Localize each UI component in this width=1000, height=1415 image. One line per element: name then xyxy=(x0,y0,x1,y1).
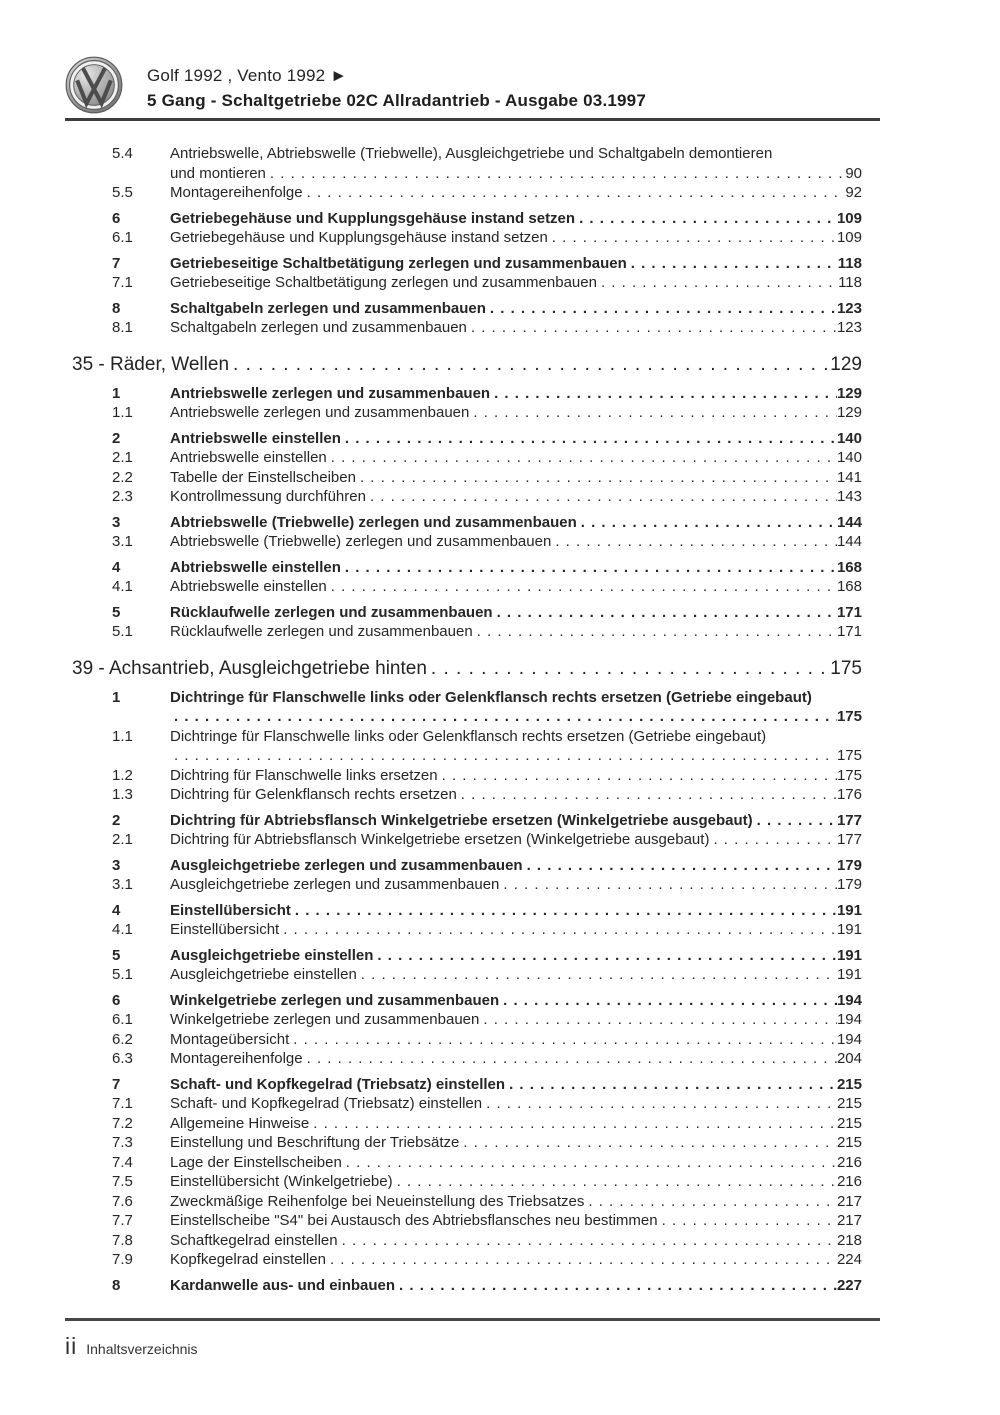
toc-entry-page: 109 xyxy=(836,209,862,227)
dot-leader xyxy=(303,1049,837,1069)
toc-entry-number: 4.1 xyxy=(112,578,133,595)
toc-entry xyxy=(72,946,862,966)
toc-entry xyxy=(72,688,862,708)
toc-entry-number: 6.1 xyxy=(112,229,133,246)
page-header xyxy=(65,56,880,121)
toc-entry-number: 1.1 xyxy=(112,727,133,745)
toc-entry-number: 5.4 xyxy=(112,145,133,162)
toc-entry-number: 7.8 xyxy=(112,1231,133,1249)
toc-entry xyxy=(72,429,862,449)
toc-entry-page: 227 xyxy=(836,1276,862,1294)
dot-leader xyxy=(457,785,837,805)
toc-entry xyxy=(72,487,862,507)
header-model-line: Golf 1992 , Vento 1992 ► xyxy=(147,66,348,85)
toc-entry xyxy=(72,1153,862,1173)
chapter-heading xyxy=(72,353,862,377)
toc-entry-title: Getriebeseitige Schaltbetätigung zerlegen und zusammenbauen xyxy=(170,254,627,272)
toc-entry-title: Rücklaufwelle zerlegen und zusammenbauen xyxy=(170,603,493,621)
toc-entry-page: 171 xyxy=(836,603,862,621)
toc-entry-number: 3.1 xyxy=(112,876,133,893)
toc-entry xyxy=(72,513,862,533)
chapter-heading-page: 129 xyxy=(830,353,862,375)
toc-entry-page: 194 xyxy=(836,1011,862,1028)
chapter-heading-label: 39 - Achsantrieb, Ausgleichgetriebe hinten xyxy=(72,657,427,679)
toc-entry-title: Ausgleichgetriebe einstellen xyxy=(170,966,357,983)
table-of-contents xyxy=(72,138,862,1295)
chapter-heading xyxy=(72,657,862,681)
dot-leader xyxy=(427,657,830,681)
toc-entry-title: Einstellübersicht (Winkelgetriebe) xyxy=(170,1173,393,1190)
toc-entry-title: Getriebeseitige Schaltbetätigung zerlegen und zusammenbauen xyxy=(170,274,597,291)
toc-entry-title: Schaft- und Kopfkegelrad (Triebsatz) einstellen xyxy=(170,1095,483,1112)
toc-entry-title: Kopfkegelrad einstellen xyxy=(170,1251,326,1268)
toc-entry-number: 6.2 xyxy=(112,1030,133,1048)
chapter-heading-label: 35 - Räder, Wellen xyxy=(72,353,230,375)
toc-entry-page: 191 xyxy=(836,946,862,964)
toc-entry-number: 7.6 xyxy=(112,1192,133,1210)
toc-entry-title: Dichtring für Gelenkflansch rechts ersetzen xyxy=(170,786,457,803)
dot-leader xyxy=(548,228,837,248)
toc-entry-page: 92 xyxy=(845,184,862,201)
toc-entry xyxy=(72,875,862,895)
toc-entry-title: Dichtringe für Flanschwelle links oder Gelenkflansch rechts ersetzen (Getriebe eingebaut) xyxy=(170,688,812,706)
toc-entry-page: 175 xyxy=(836,747,862,764)
toc-entry-title: Montageübersicht xyxy=(170,1030,290,1048)
toc-entry xyxy=(72,1010,862,1030)
toc-entry-page: 194 xyxy=(836,991,862,1009)
toc-entry xyxy=(72,1030,862,1050)
toc-entry xyxy=(72,183,862,203)
page-footer xyxy=(65,1318,880,1360)
dot-leader xyxy=(473,622,837,642)
dot-leader xyxy=(326,1250,837,1270)
toc-entry-page: 216 xyxy=(836,1173,862,1190)
toc-entry-page: 217 xyxy=(836,1212,862,1229)
toc-entry-title: Schaftkegelrad einstellen xyxy=(170,1231,338,1249)
dot-leader xyxy=(229,353,830,377)
toc-entry-title: Antriebswelle einstellen xyxy=(170,429,341,447)
footer-page-number: ii xyxy=(65,1333,78,1359)
toc-entry xyxy=(72,318,862,338)
toc-entry-number: 2 xyxy=(112,429,121,447)
dot-leader xyxy=(438,766,837,786)
toc-entry xyxy=(72,254,862,274)
toc-entry xyxy=(72,856,862,876)
toc-entry xyxy=(72,384,862,404)
toc-entry xyxy=(72,811,862,831)
toc-entry-page: 191 xyxy=(836,966,862,983)
dot-leader xyxy=(266,164,845,184)
toc-entry-page: 140 xyxy=(836,429,862,447)
toc-entry-page: 144 xyxy=(836,513,862,531)
dot-leader xyxy=(577,513,837,533)
toc-entry-number: 7 xyxy=(112,254,121,272)
toc-entry-number: 7.2 xyxy=(112,1114,133,1132)
toc-entry-page: 175 xyxy=(836,766,862,784)
dot-leader xyxy=(499,875,837,895)
toc-entry-title: Ausgleichgetriebe zerlegen und zusammenbauen xyxy=(170,876,500,893)
toc-entry-number: 3 xyxy=(112,856,121,874)
vw-logo-icon xyxy=(65,56,123,114)
dot-leader xyxy=(303,183,846,203)
toc-entry xyxy=(72,785,862,805)
toc-entry-page: 204 xyxy=(836,1050,862,1067)
toc-entry xyxy=(72,403,862,423)
toc-entry-number: 1.1 xyxy=(112,404,133,421)
toc-entry-page: 179 xyxy=(836,856,862,874)
toc-entry-page: 123 xyxy=(836,319,862,336)
toc-entry-page: 109 xyxy=(836,229,862,246)
toc-entry-title: Getriebegehäuse und Kupplungsgehäuse instand setzen xyxy=(170,209,576,227)
toc-entry-number: 2.2 xyxy=(112,468,133,486)
toc-entry xyxy=(72,1114,862,1134)
toc-entry-number: 8 xyxy=(112,1276,121,1294)
toc-entry-number: 1.3 xyxy=(112,786,133,803)
toc-entry xyxy=(72,558,862,578)
dot-leader xyxy=(366,487,837,507)
toc-entry-page: 144 xyxy=(836,533,862,550)
toc-entry-number: 5 xyxy=(112,946,121,964)
toc-entry-page: 118 xyxy=(837,254,862,272)
toc-entry-title: Ausgleichgetriebe einstellen xyxy=(170,946,374,964)
toc-entry-number: 6 xyxy=(112,209,121,227)
dot-leader xyxy=(341,558,837,578)
dot-leader xyxy=(575,209,837,229)
toc-entry xyxy=(72,965,862,985)
header-title-line: 5 Gang - Schaltgetriebe 02C Allradantrieb - Ausgabe 03.1997 xyxy=(147,91,646,110)
toc-entry-number: 8.1 xyxy=(112,319,133,336)
dot-leader xyxy=(584,1192,837,1212)
dot-leader xyxy=(393,1172,837,1192)
toc-entry-title: Tabelle der Einstellscheiben xyxy=(170,468,356,486)
toc-entry-page: 168 xyxy=(836,558,862,576)
toc-entry-number: 6.3 xyxy=(112,1050,133,1067)
toc-entry xyxy=(72,1049,862,1069)
toc-entry-number: 5.1 xyxy=(112,623,133,640)
toc-entry xyxy=(72,228,862,248)
dot-leader xyxy=(709,830,837,850)
dot-leader xyxy=(467,318,837,338)
toc-entry-page: 129 xyxy=(836,384,862,402)
toc-entry-title: Winkelgetriebe zerlegen und zusammenbauen xyxy=(170,1011,480,1028)
toc-entry-title: Getriebegehäuse und Kupplungsgehäuse instand setzen xyxy=(170,229,548,246)
toc-entry xyxy=(72,273,862,293)
toc-entry xyxy=(72,1192,862,1212)
toc-entry-page: 141 xyxy=(836,468,862,486)
toc-entry-number: 4 xyxy=(112,558,121,576)
dot-leader xyxy=(482,1094,837,1114)
dot-leader xyxy=(289,1030,837,1050)
toc-entry-number: 1 xyxy=(112,688,121,706)
toc-entry-page: 218 xyxy=(836,1231,862,1249)
toc-entry-title: Zweckmäßige Reihenfolge bei Neueinstellung des Triebsatzes xyxy=(170,1192,585,1210)
toc-entry xyxy=(72,622,862,642)
dot-leader xyxy=(479,1010,837,1030)
toc-entry-continuation xyxy=(72,164,862,184)
dot-leader xyxy=(327,448,837,468)
toc-entry-continuation xyxy=(72,707,862,727)
toc-entry-title: Einstellung und Beschriftung der Triebsätze xyxy=(170,1134,460,1151)
toc-entry-title-continued: und montieren xyxy=(170,164,266,182)
toc-entry-number: 7.1 xyxy=(112,1095,133,1112)
toc-entry xyxy=(72,830,862,850)
toc-entry-number: 2 xyxy=(112,811,121,829)
dot-leader xyxy=(486,299,837,319)
toc-entry-title: Abtriebswelle einstellen xyxy=(170,578,327,595)
dot-leader xyxy=(499,991,837,1011)
toc-entry-number: 8 xyxy=(112,299,121,317)
dot-leader xyxy=(279,920,837,940)
toc-entry-number: 7.4 xyxy=(112,1153,133,1171)
toc-entry-page: 171 xyxy=(836,623,862,640)
toc-entry-title: Antriebswelle zerlegen und zusammenbauen xyxy=(170,384,491,402)
toc-entry xyxy=(72,577,862,597)
dot-leader xyxy=(523,856,837,876)
toc-entry-title: Lage der Einstellscheiben xyxy=(170,1153,342,1171)
dot-leader xyxy=(291,901,837,921)
toc-entry-number: 5.5 xyxy=(112,184,133,201)
toc-entry-title: Einstellübersicht xyxy=(170,901,291,919)
toc-entry-title: Abtriebswelle einstellen xyxy=(170,558,341,576)
toc-entry xyxy=(72,766,862,786)
toc-entry-title: Kontrollmessung durchführen xyxy=(170,488,366,505)
toc-entry xyxy=(72,901,862,921)
toc-entry-page: 179 xyxy=(836,876,862,893)
dot-leader xyxy=(373,946,837,966)
toc-entry-title: Schaltgabeln zerlegen und zusammenbauen xyxy=(170,299,486,317)
toc-entry-page: 224 xyxy=(836,1251,862,1268)
dot-leader xyxy=(341,429,837,449)
toc-entry xyxy=(72,1211,862,1231)
toc-entry-number: 7.7 xyxy=(112,1212,133,1229)
toc-entry-title: Schaltgabeln zerlegen und zusammenbauen xyxy=(170,319,467,336)
toc-entry-continuation xyxy=(72,746,862,766)
toc-entry xyxy=(72,1231,862,1251)
toc-entry-number: 5.1 xyxy=(112,966,133,983)
toc-entry-title: Einstellscheibe "S4" bei Austausch des Abtriebsflansches neu bestimmen xyxy=(170,1212,658,1229)
dot-leader xyxy=(469,403,837,423)
toc-entry xyxy=(72,144,862,164)
toc-entry-number: 2.3 xyxy=(112,488,133,505)
toc-entry-title: Dichtring für Abtriebsflansch Winkelgetriebe ersetzen (Winkelgetriebe ausgebaut) xyxy=(170,831,710,848)
dot-leader xyxy=(597,273,838,293)
dot-leader xyxy=(459,1133,837,1153)
toc-entry-number: 7.1 xyxy=(112,274,133,291)
toc-entry-number: 3 xyxy=(112,513,121,531)
toc-entry xyxy=(72,1075,862,1095)
toc-entry xyxy=(72,448,862,468)
toc-entry xyxy=(72,1276,862,1296)
toc-entry xyxy=(72,532,862,552)
toc-entry-number: 2.1 xyxy=(112,449,133,466)
dot-leader xyxy=(356,468,837,488)
toc-entry-number: 7.3 xyxy=(112,1134,133,1151)
toc-entry-page: 129 xyxy=(836,404,862,421)
dot-leader xyxy=(490,384,837,404)
toc-entry-title: Dichtringe für Flanschwelle links oder Gelenkflansch rechts ersetzen (Getriebe eingebaut) xyxy=(170,727,767,745)
dot-leader xyxy=(342,1153,837,1173)
toc-entry-title: Montagereihenfolge xyxy=(170,184,303,201)
toc-entry-page: 90 xyxy=(845,164,862,182)
toc-entry-number: 7.5 xyxy=(112,1173,133,1190)
dot-leader xyxy=(505,1075,837,1095)
toc-entry xyxy=(72,468,862,488)
toc-entry xyxy=(72,209,862,229)
toc-entry-title: Abtriebswelle (Triebwelle) zerlegen und zusammenbauen xyxy=(170,533,552,550)
toc-entry-page: 175 xyxy=(836,708,862,725)
toc-entry-number: 5 xyxy=(112,603,121,621)
footer-label: Inhaltsverzeichnis xyxy=(86,1341,198,1357)
toc-entry-number: 3.1 xyxy=(112,533,133,550)
toc-entry-page: 217 xyxy=(836,1192,862,1210)
toc-entry xyxy=(72,1133,862,1153)
toc-entry-page: 176 xyxy=(836,786,862,803)
toc-entry-page: 168 xyxy=(836,578,862,595)
toc-entry xyxy=(72,920,862,940)
dot-leader xyxy=(309,1114,837,1134)
toc-entry xyxy=(72,1094,862,1114)
dot-leader xyxy=(170,707,837,727)
toc-entry-page: 191 xyxy=(836,901,862,919)
toc-entry-page: 194 xyxy=(836,1030,862,1048)
toc-entry-number: 1 xyxy=(112,384,121,402)
toc-entry-title: Dichtring für Abtriebsflansch Winkelgetriebe ersetzen (Winkelgetriebe ausgebaut) xyxy=(170,811,753,829)
dot-leader xyxy=(753,811,837,831)
dot-leader xyxy=(551,532,837,552)
toc-entry-page: 177 xyxy=(836,831,862,848)
dot-leader xyxy=(327,577,837,597)
toc-entry-number: 1.2 xyxy=(112,766,133,784)
toc-entry-title: Antriebswelle, Abtriebswelle (Triebwelle), Ausgleichgetriebe und Schaltgabeln demontieren xyxy=(170,145,773,162)
toc-entry-title: Allgemeine Hinweise xyxy=(170,1114,310,1132)
toc-entry-number: 2.1 xyxy=(112,831,133,848)
dot-leader xyxy=(658,1211,837,1231)
toc-entry-title: Antriebswelle einstellen xyxy=(170,449,327,466)
toc-entry-title: Einstellübersicht xyxy=(170,921,280,938)
toc-entry-title: Montagereihenfolge xyxy=(170,1050,303,1067)
toc-entry xyxy=(72,727,862,747)
dot-leader xyxy=(395,1276,837,1296)
toc-entry xyxy=(72,1250,862,1270)
toc-entry-title: Ausgleichgetriebe zerlegen und zusammenbauen xyxy=(170,856,523,874)
toc-entry-page: 215 xyxy=(836,1134,862,1151)
toc-entry xyxy=(72,1172,862,1192)
toc-entry-page: 191 xyxy=(836,921,862,938)
dot-leader xyxy=(627,254,838,274)
toc-entry-number: 4.1 xyxy=(112,921,133,938)
toc-entry-number: 7.9 xyxy=(112,1251,133,1268)
toc-entry-page: 140 xyxy=(836,449,862,466)
toc-entry xyxy=(72,991,862,1011)
toc-entry-title: Rücklaufwelle zerlegen und zusammenbauen xyxy=(170,623,473,640)
toc-entry-page: 215 xyxy=(836,1095,862,1112)
toc-entry-page: 177 xyxy=(836,811,862,829)
toc-entry-title: Abtriebswelle (Triebwelle) zerlegen und zusammenbauen xyxy=(170,513,577,531)
dot-leader xyxy=(493,603,837,623)
toc-entry-page: 215 xyxy=(836,1075,862,1093)
toc-entry-title: Schaft- und Kopfkegelrad (Triebsatz) einstellen xyxy=(170,1075,506,1093)
toc-entry-page: 143 xyxy=(836,488,862,505)
toc-entry-page: 216 xyxy=(836,1153,862,1171)
dot-leader xyxy=(357,965,837,985)
toc-entry-page: 123 xyxy=(836,299,862,317)
toc-entry-number: 7 xyxy=(112,1075,121,1093)
toc-entry-title: Dichtring für Flanschwelle links ersetzen xyxy=(170,766,438,784)
toc-entry-number: 6 xyxy=(112,991,121,1009)
toc-entry-title: Kardanwelle aus- und einbauen xyxy=(170,1276,396,1294)
toc-entry xyxy=(72,299,862,319)
dot-leader xyxy=(338,1231,837,1251)
toc-entry-number: 6.1 xyxy=(112,1011,133,1028)
chapter-heading-page: 175 xyxy=(830,657,862,679)
toc-entry-title: Antriebswelle zerlegen und zusammenbauen xyxy=(170,404,470,421)
dot-leader xyxy=(170,746,837,766)
header-divider xyxy=(65,118,880,121)
toc-entry-page: 215 xyxy=(836,1114,862,1132)
toc-entry-title: Winkelgetriebe zerlegen und zusammenbauen xyxy=(170,991,500,1009)
toc-entry xyxy=(72,603,862,623)
toc-entry-page: 118 xyxy=(838,274,862,291)
toc-entry-number: 4 xyxy=(112,901,121,919)
